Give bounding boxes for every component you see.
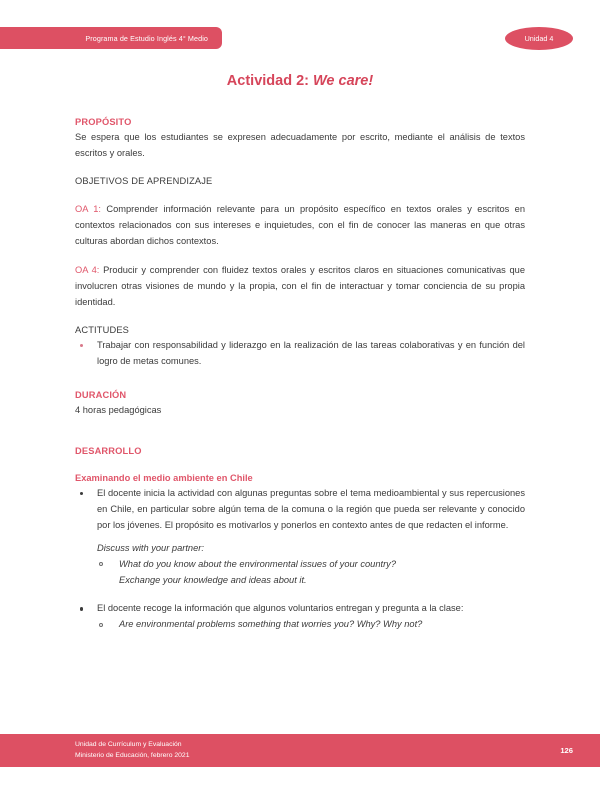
section-heading-proposito: PROPÓSITO <box>75 117 132 128</box>
section-heading-desarrollo: DESARROLLO <box>75 445 142 456</box>
oa4-body: Producir y comprender con fluidez textos orales y escritos claros en situaciones comunicativas que involucren otras visiones de mundo y la propia, con el fin de interactuar y tomar conciencia de su propia identidad. <box>75 264 525 307</box>
desarrollo-sub-list-2 <box>97 617 525 633</box>
discuss-label: Discuss with your partner: <box>97 542 204 553</box>
page-title-prefix: Actividad 2: <box>226 73 309 89</box>
desarrollo-bullet2-text: El docente recoge la información que algunos voluntarios entregan y pregunta a la clase: <box>97 603 464 614</box>
discuss-question-line2: Exchange your knowledge and ideas about it. <box>119 574 307 585</box>
page-number: 126 <box>560 746 573 755</box>
duracion-body: 4 horas pedagógicas <box>75 404 162 415</box>
document-content <box>75 0 525 633</box>
list-item <box>75 338 525 370</box>
hollow-circle-bullet-icon <box>99 562 103 566</box>
section-heading-objetivos: OBJETIVOS DE APRENDIZAJE <box>75 176 213 187</box>
footer-text-block <box>75 740 189 761</box>
desarrollo-list-1 <box>75 486 525 534</box>
program-banner-label: Programa de Estudio Inglés 4° Medio <box>85 33 208 43</box>
section-heading-actitudes: ACTITUDES <box>75 324 130 335</box>
footer-line-1: Unidad de Currículum y Evaluación <box>75 740 182 748</box>
list-item <box>75 601 525 617</box>
oa4-paragraph <box>75 263 525 311</box>
discuss-questions-list <box>97 557 525 589</box>
desarrollo-bullet1-text: El docente inicia la actividad con algunas preguntas sobre el tema medioambiental y sus repercusiones en Chile, en particular sobre algún tema de la comuna o la región que pueda ser relevante y conocido por los jóvenes. El propósito es motivarlos y ponerlos en contexto antes de que redacten el informe. <box>97 487 525 530</box>
oa1-body: Comprender información relevante para un propósito específico en textos orales y escritos en contextos relacionados con sus intereses e inquietudes, con el fin de conocer las maneras en que otras culturas abordan dichos contextos. <box>75 203 526 246</box>
desarrollo-list-2 <box>75 601 525 617</box>
list-item <box>75 486 525 534</box>
discuss-question-line1: What do you know about the environmental issues of your country? <box>119 558 396 569</box>
list-item <box>97 617 525 633</box>
proposito-body: Se espera que los estudiantes se expresen adecuadamente por escrito, mediante el análisis de textos escritos y orales. <box>75 132 525 159</box>
desarrollo-bullet2-sub-text: Are environmental problems something that worries you? Why? Why not? <box>119 619 423 630</box>
oa1-paragraph <box>75 202 525 250</box>
actitudes-list <box>75 338 525 370</box>
desarrollo-subheading: Examinando el medio ambiente en Chile <box>75 472 253 483</box>
bullet-dot-icon <box>80 492 83 495</box>
unit-badge-label: Unidad 4 <box>524 34 554 43</box>
footer-line-2: Ministerio de Educación, febrero 2021 <box>75 751 190 759</box>
oa1-tag: OA 1: <box>75 203 102 214</box>
bullet-dot-icon <box>80 607 83 610</box>
page-title <box>75 72 525 90</box>
section-heading-duracion: DURACIÓN <box>75 389 127 400</box>
page-title-italic: We care! <box>308 73 374 89</box>
list-item <box>97 557 525 589</box>
bullet-dot-icon <box>80 344 83 347</box>
page-footer <box>0 734 600 767</box>
oa4-tag: OA 4: <box>75 264 100 275</box>
hollow-circle-bullet-icon <box>99 623 103 627</box>
actitudes-item-text: Trabajar con responsabilidad y liderazgo en la realización de las tareas colaborativas y en función del logro de metas comunes. <box>97 339 525 366</box>
